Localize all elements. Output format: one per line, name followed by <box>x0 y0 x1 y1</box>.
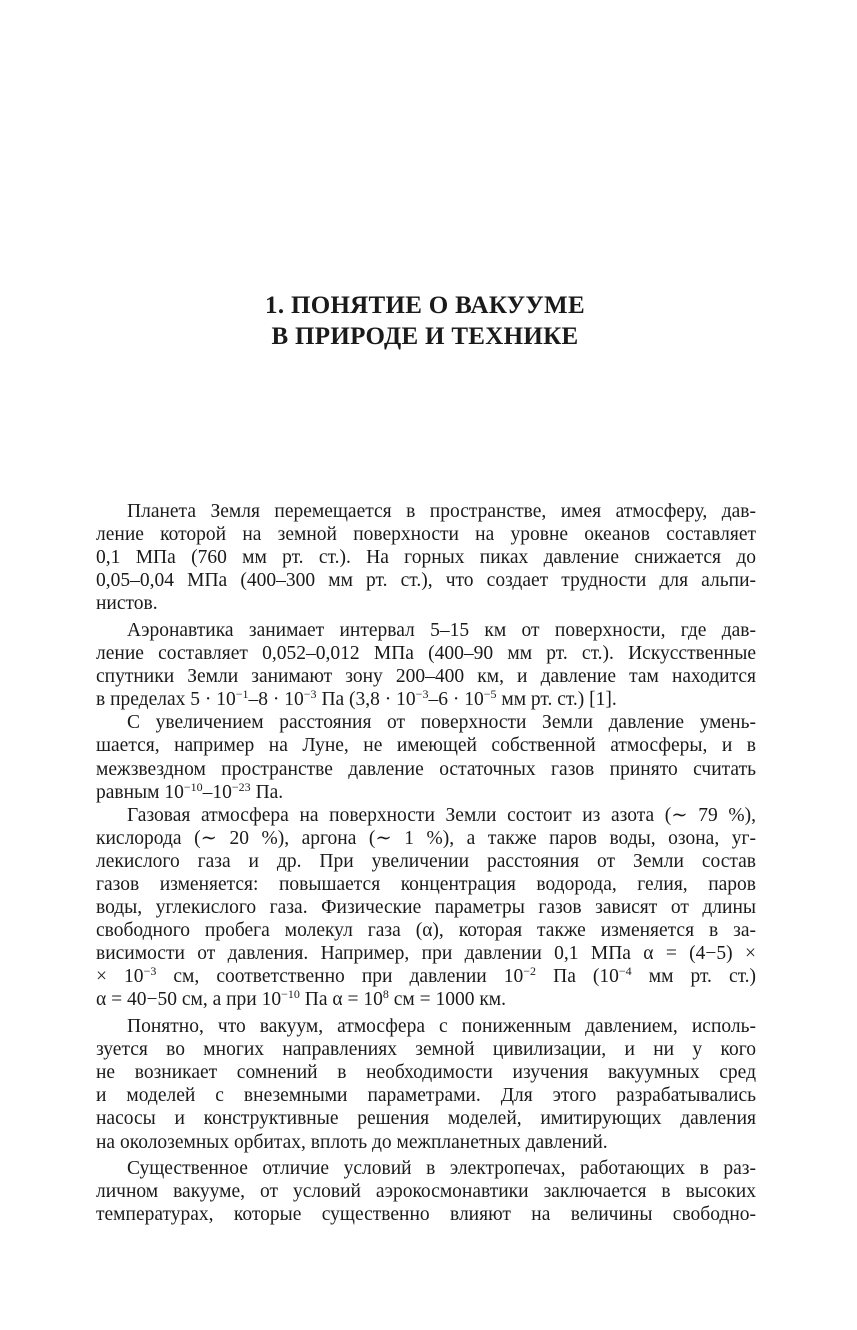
text-line: 0,1 МПа (760 мм рт. ст.). На горных пиках давление снижается до <box>96 547 756 569</box>
text-line: 0,05–0,04 МПа (400–300 мм рт. ст.), что создает трудности для альпи- <box>96 570 756 592</box>
text-segment: в пределах 5 · 10 <box>96 689 236 711</box>
text-line: воды, углекислого газа. Физические параметры газов зависят от длины <box>96 897 756 919</box>
text-line: температурах, которые существенно влияют на величины свободно- <box>96 1204 756 1226</box>
text-line: межзвездном пространстве давление остаточных газов принято считать <box>96 758 756 780</box>
text-line: газов изменяется: повышается концентрация водорода, гелия, паров <box>96 874 756 895</box>
text-segment: см = 1000 км. <box>388 989 507 1011</box>
exponent: −10 <box>281 987 300 1002</box>
text-line: личном вакууме, от условий аэрокосмонавтики заключается в высоких <box>96 1181 756 1203</box>
exponent: −3 <box>303 687 317 702</box>
paragraph-6 <box>96 1157 756 1226</box>
exponent: −5 <box>483 687 497 702</box>
text-segment: Па α = 10 <box>299 989 383 1011</box>
text-line: С увеличением расстояния от поверхности Земли давление умень- <box>127 712 756 734</box>
text-line-with-formula <box>96 781 756 804</box>
text-line: Газовая атмосфера на поверхности Земли состоит из азота (∼ 79 %), <box>127 804 756 826</box>
text-line: и моделей с внеземными параметрами. Для этого разрабатывались <box>96 1085 756 1107</box>
text-segment: –10 <box>202 781 232 803</box>
chapter-title <box>96 290 754 352</box>
exponent: −23 <box>231 779 251 794</box>
exponent: −2 <box>523 964 537 979</box>
text-line: Аэронавтика занимает интервал 5–15 км от поверхности, где дав- <box>127 619 756 641</box>
text-line: кислорода (∼ 20 %), аргона (∼ 1 %), а также паров воды, озона, уг- <box>96 827 756 849</box>
exponent: −1 <box>235 687 249 702</box>
text-segment: × 10 <box>96 966 144 988</box>
text-segment: –6 · 10 <box>428 689 484 711</box>
exponent: −3 <box>143 964 157 979</box>
text-segment: мм рт. ст.) <box>631 966 757 988</box>
text-line: висимости от давления. Например, при давлении 0,1 МПа α = (4−5) × <box>96 943 756 965</box>
text-segment: Па (3,8 · 10 <box>316 689 416 711</box>
text-line: ление составляет 0,052–0,012 МПа (400–90 мм рт. ст.). Искусственные <box>96 643 756 665</box>
text-segment: Па. <box>250 781 284 803</box>
paragraph-3 <box>96 711 756 803</box>
text-line: шается, например на Луне, не имеющей собственной атмосферы, и в <box>96 735 756 757</box>
text-segment: равным 10 <box>96 781 184 803</box>
paragraph-1 <box>96 500 756 615</box>
chapter-title-line-1: 1. ПОНЯТИЕ О ВАКУУМЕ <box>265 292 585 319</box>
text-segment: см, соответственно при давлении 10 <box>156 966 524 988</box>
paragraph-5 <box>96 1015 756 1154</box>
text-segment: Па (10 <box>536 966 619 988</box>
text-line: Планета Земля перемещается в пространстве, имея атмосферу, дав- <box>127 501 756 522</box>
paragraph-4 <box>96 804 756 1012</box>
text-line: свободного пробега молекул газа (α), которая также изменяется в за- <box>96 920 756 942</box>
exponent: −4 <box>618 964 632 979</box>
text-line-with-formula <box>96 988 756 1011</box>
text-line-with-formula <box>96 965 756 988</box>
text-line: нистов. <box>96 593 158 615</box>
exponent: −10 <box>183 779 203 794</box>
text-line: ление которой на земной поверхности на уровне океанов составляет <box>96 524 756 546</box>
text-line-with-formula <box>96 688 756 711</box>
text-line: Существенное отличие условий в электропечах, работающих в раз- <box>127 1158 756 1180</box>
text-line: на околоземных орбитах, вплоть до межпланетных давлений. <box>96 1131 608 1153</box>
paragraph-2 <box>96 619 756 711</box>
body-text <box>96 500 756 1226</box>
text-line: спутники Земли занимают зону 200–400 км, и давление там находится <box>96 666 756 688</box>
text-segment: –8 · 10 <box>248 689 304 711</box>
text-line: насосы и конструктивные решения моделей, имитирующих давления <box>96 1108 756 1130</box>
text-line: Понятно, что вакуум, атмосфера с пониженным давлением, исполь- <box>127 1016 756 1038</box>
chapter-title-line-2: В ПРИРОДЕ И ТЕХНИКЕ <box>271 323 579 350</box>
text-segment: мм рт. ст.) [1]. <box>496 689 617 711</box>
text-segment: α = 40−50 см, а при 10 <box>96 989 282 1011</box>
text-line: не возникает сомнений в необходимости изучения вакуумных сред <box>96 1062 756 1084</box>
text-line: зуется во многих направлениях земной цивилизации, и ни у кого <box>96 1039 756 1061</box>
exponent: −3 <box>415 687 429 702</box>
text-line: лекислого газа и др. При увеличении расстояния от Земли состав <box>96 850 756 872</box>
exponent: 8 <box>382 987 389 1002</box>
